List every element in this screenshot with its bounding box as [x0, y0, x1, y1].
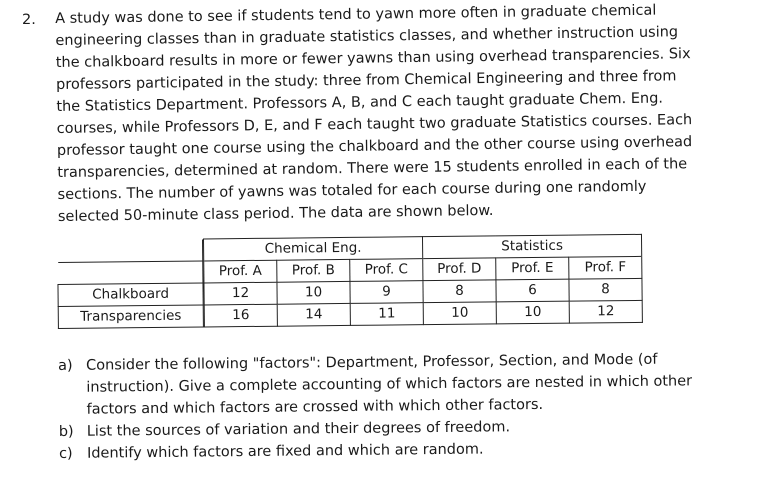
table-cell: 6	[496, 279, 569, 302]
prof-header: Prof. B	[277, 259, 350, 282]
prof-header: Prof. F	[569, 256, 642, 279]
question-label: b)	[58, 423, 74, 440]
intro-line: A study was done to see if students tend to yawn more often in graduate chemical	[55, 2, 657, 27]
table-cell: 9	[350, 280, 423, 303]
question-text	[86, 348, 692, 420]
table-cell: 8	[423, 279, 496, 302]
question-label: a)	[58, 357, 73, 374]
table-cell: 10	[277, 281, 350, 304]
table-corner-blank	[58, 239, 203, 262]
yawn-data-table	[57, 234, 643, 329]
group-header-chem-eng: Chemical Eng.	[203, 237, 422, 261]
table-cell: 12	[569, 300, 642, 323]
table-cell: 14	[277, 303, 350, 326]
prof-header: Prof. A	[204, 260, 277, 283]
intro-line: professor taught one course using the chalkboard and the other course using overhead	[56, 134, 693, 159]
intro-line: the Statistics Department. Professors A, B, and C each taught graduate Chem. Eng.	[56, 90, 664, 115]
intro-line: the chalkboard results in more or fewer yawns than using overhead transparencies. Six	[55, 46, 691, 71]
data-table-wrapper	[57, 234, 643, 329]
question-label: c)	[58, 445, 73, 462]
questions-list	[58, 348, 749, 465]
table-cell: 10	[423, 301, 496, 324]
prof-header: Prof. C	[350, 258, 423, 281]
problem-number: 2.	[22, 12, 36, 28]
question-line: Consider the following "factors": Department, Professor, Section, and Mode (of	[86, 351, 658, 374]
row-label-transparencies: Transparencies	[58, 304, 203, 328]
question-line: factors and which factors are crossed with which other factors.	[86, 396, 544, 418]
row-label-chalkboard: Chalkboard	[58, 282, 203, 306]
intro-line: professors participated in the study: three from Chemical Engineering and three from	[55, 68, 677, 93]
prof-header: Prof. D	[423, 257, 496, 280]
table-cell: 16	[204, 304, 277, 327]
question-line: List the sources of variation and their degrees of freedom.	[86, 419, 511, 440]
prof-header: Prof. E	[496, 257, 569, 280]
intro-line: selected 50-minute class period. The data are shown below.	[57, 202, 494, 225]
group-header-statistics: Statistics	[422, 234, 641, 258]
question-item	[58, 348, 749, 421]
intro-line: courses, while Professors D, E, and F each taught two graduate Statistics courses. Each	[56, 112, 693, 137]
intro-line: engineering classes than in graduate statistics classes, and whether instruction using	[55, 24, 679, 49]
intro-line: transparencies, determined at random. There were 15 students enrolled in each of the	[57, 156, 688, 181]
table-corner-blank	[58, 260, 203, 284]
table-cell: 10	[496, 301, 569, 324]
question-line: instruction). Give a complete accounting of which factors are nested in which other	[86, 373, 693, 396]
problem-intro	[55, 0, 748, 228]
table-cell: 12	[204, 282, 277, 305]
table-cell: 8	[569, 278, 642, 301]
question-line: Identify which factors are fixed and which are random.	[86, 441, 484, 462]
question-text	[87, 439, 484, 465]
table-cell: 11	[350, 302, 423, 325]
table-row	[58, 300, 642, 328]
intro-line: sections. The number of yawns was totaled for each course during one randomly	[57, 178, 647, 203]
